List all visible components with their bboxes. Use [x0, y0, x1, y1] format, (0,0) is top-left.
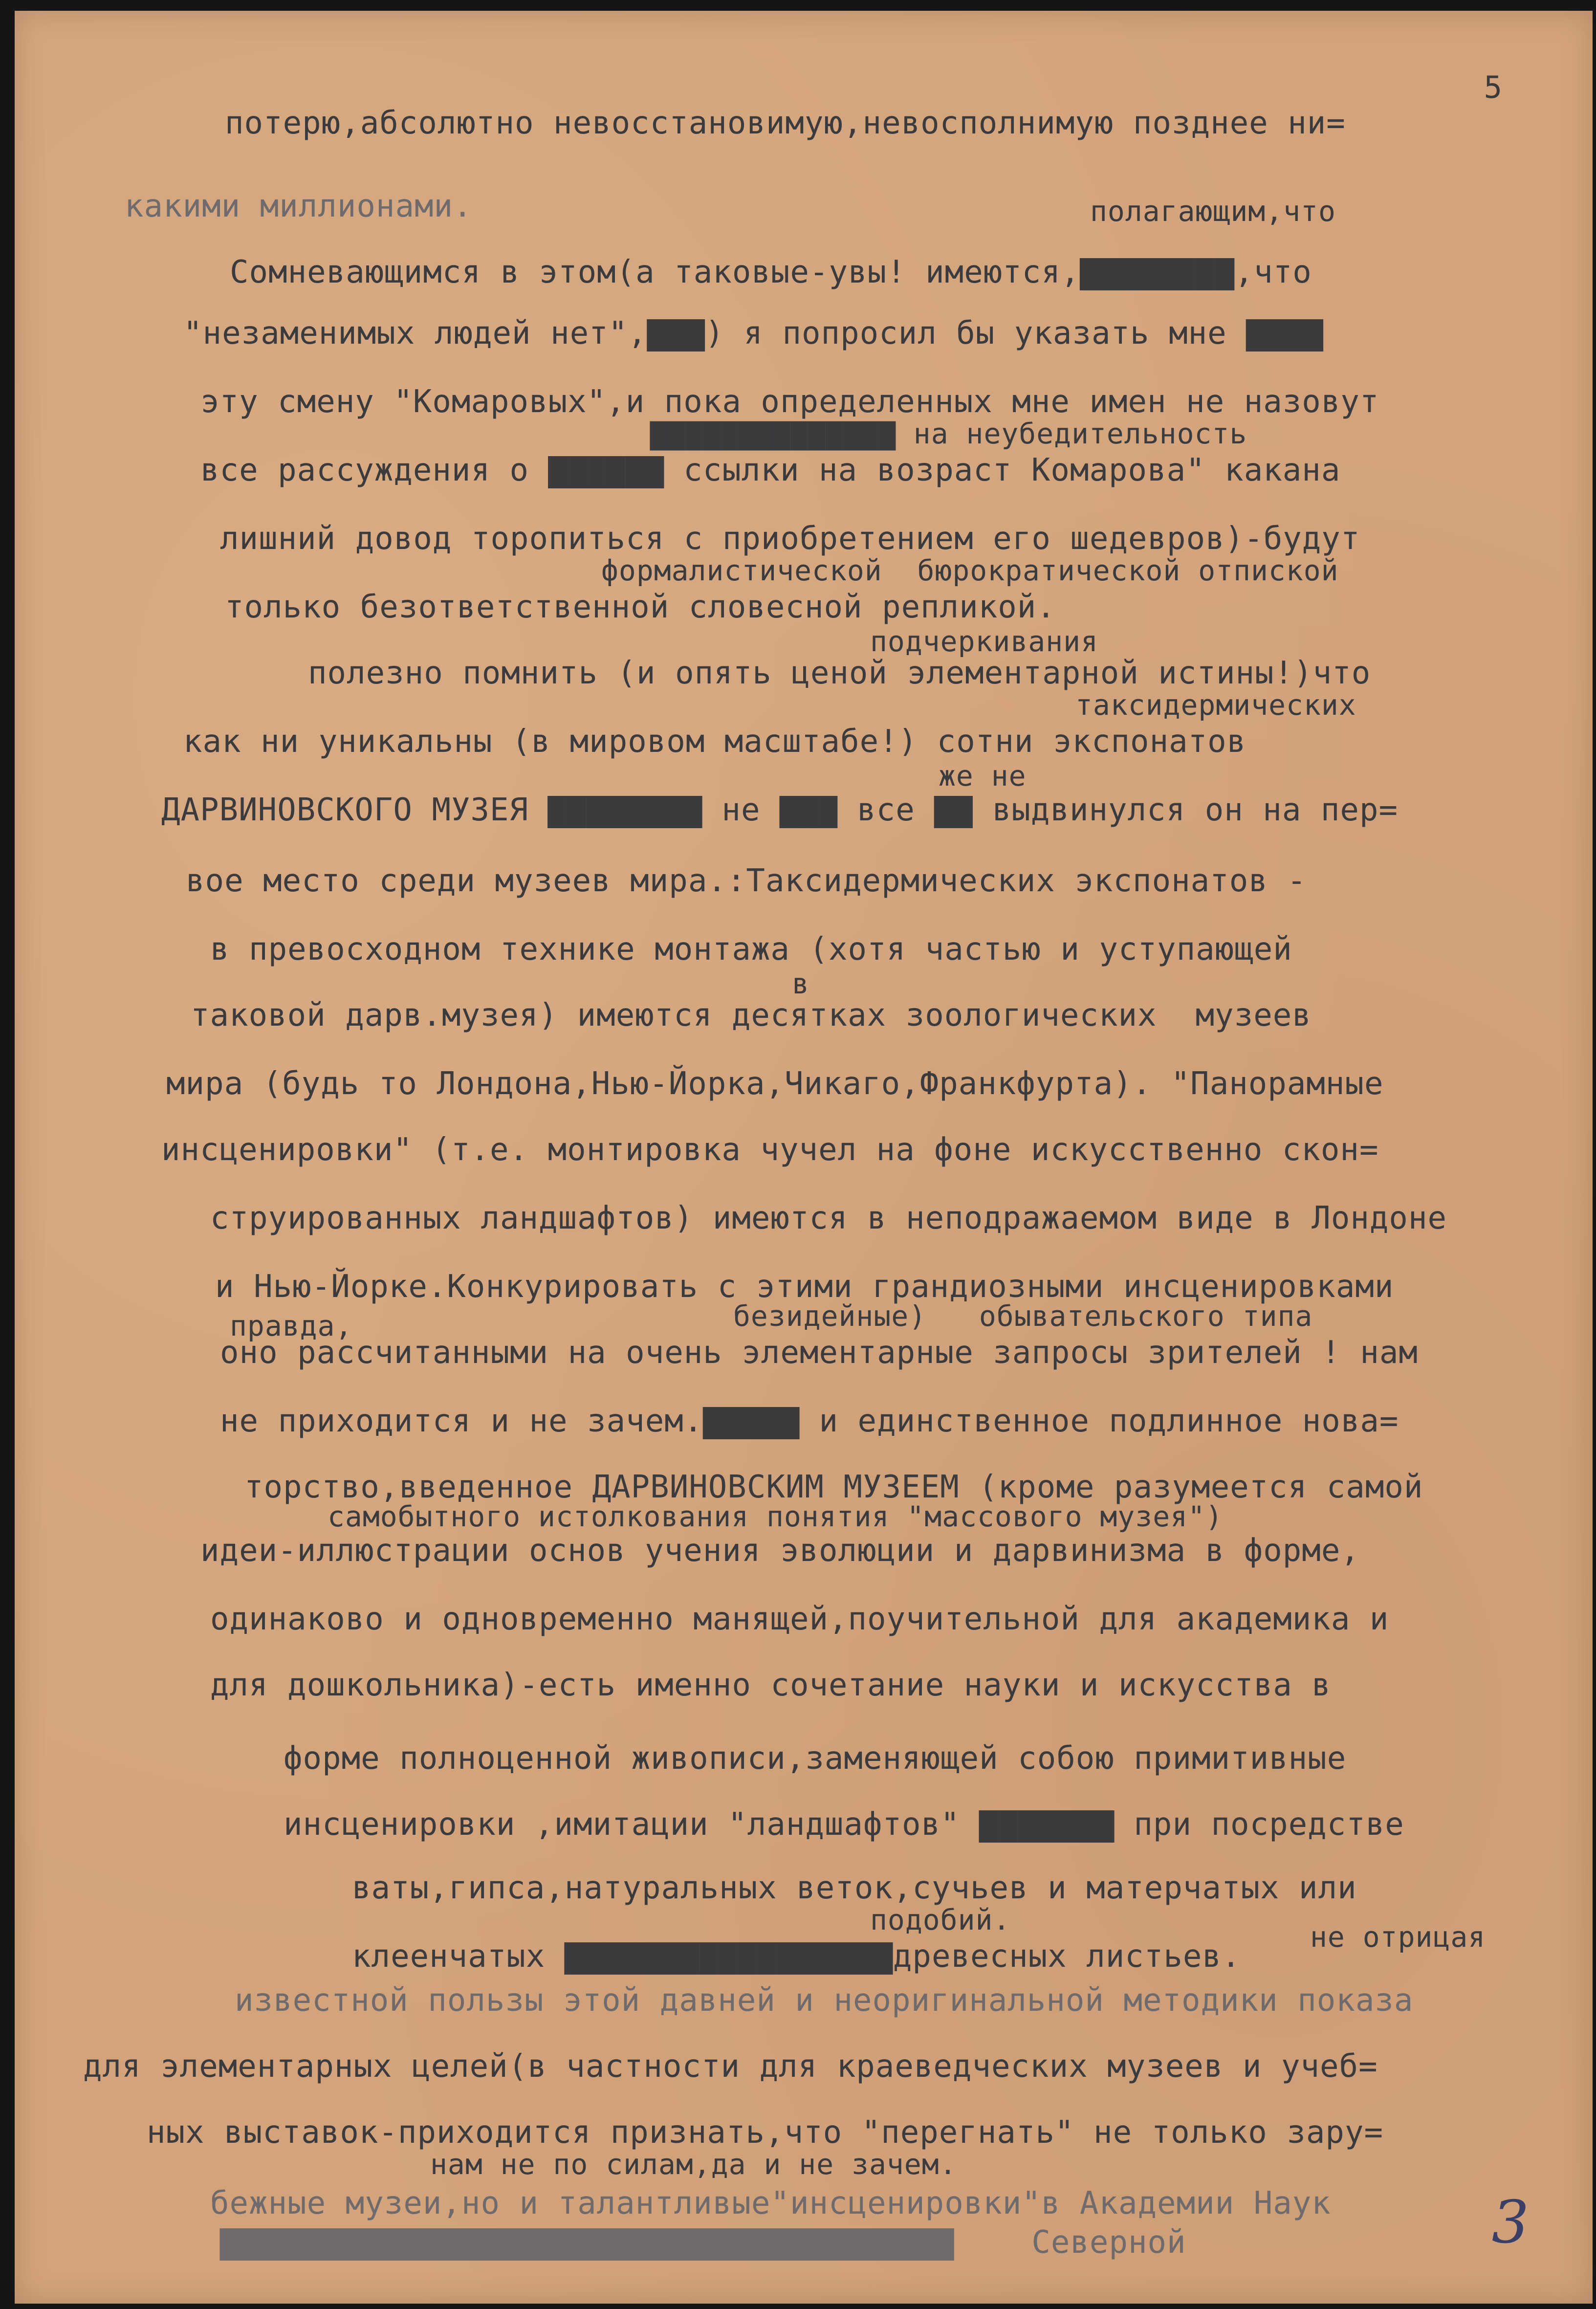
text-line: только безответственной словесной репликой.: [225, 589, 1056, 625]
text-line: инсценировки ,имитации "ландшафтов" ▇▇▇▇▇▇▇ при посредстве: [284, 1806, 1404, 1843]
typed-insertion: в: [792, 967, 809, 1000]
typed-insertion: не отрицая: [1310, 1920, 1486, 1954]
text-line: лишний довод торопиться с приобретением его шедевров)-будут: [220, 521, 1360, 557]
text-line: какими миллионами.: [125, 188, 473, 224]
text-line: для элементарных целей(в частности для краеведческих музеев и учеб=: [83, 2048, 1378, 2085]
text-line: торство,введенное ДАРВИНОВСКИМ МУЗЕЕМ (кроме разумеется самой: [244, 1469, 1423, 1505]
typed-insertion: формалистической бюрократической отпиской: [601, 554, 1339, 587]
text-line: полезно помнить (и опять ценой элементарной истины!)что: [308, 655, 1371, 691]
text-line: клеенчатых ▇▇▇▇▇▇▇▇▇▇▇▇▇▇▇▇▇древесных листьев.: [352, 1938, 1241, 1975]
typed-insertion: самобытного истолкования понятия "массового музея"): [328, 1500, 1223, 1533]
text-line: в превосходном технике монтажа (хотя частью и уступающей: [210, 931, 1292, 968]
text-line: эту смену "Комаровых",и пока определенных мне имен не назовут: [200, 384, 1379, 420]
page-number: 5: [1484, 69, 1502, 105]
text-line: таковой дарв.музея) имеются десятках зоологических музеев: [191, 997, 1312, 1034]
handwritten-insertion: полагающим,что: [1090, 195, 1336, 228]
text-line: как ни уникальны (в мировом масштабе!) сотни экспонатов: [183, 724, 1246, 760]
typed-insertion: подобий.: [870, 1903, 1011, 1936]
typed-insertion: ▇▇▇▇▇▇▇▇▇▇▇▇▇▇ на неубедительность: [650, 417, 1247, 450]
text-line: струированных ландшафтов) имеются в неподражаемом виде в Лондоне: [210, 1200, 1447, 1236]
archive-folio-mark: 3: [1491, 2189, 1529, 2257]
typed-insertion: правда,: [230, 1309, 353, 1342]
typed-insertion: подчеркивания: [870, 625, 1098, 658]
text-line: ▇▇▇▇▇▇▇▇▇▇▇▇▇▇▇▇▇▇▇▇▇▇▇▇▇▇▇▇▇▇▇▇▇▇▇▇▇▇ Северной: [220, 2224, 1186, 2261]
text-line: не приходится и не зачем.▇▇▇▇▇ и единственное подлинное нова=: [220, 1403, 1399, 1439]
text-line: известной пользы этой давней и неоригинальной методики показа: [235, 1982, 1414, 2019]
text-line: ных выставок-приходится признать,что "перегнать" не только зару=: [147, 2114, 1383, 2151]
text-line: инсценировки" (т.е. монтировка чучел на фоне искусственно скон=: [161, 1132, 1379, 1168]
text-line: потерю,абсолютно невосстановимую,невосполнимую позднее ни=: [225, 105, 1346, 141]
typed-insertion: безидейные) обывательского типа: [733, 1299, 1313, 1333]
text-line: ваты,гипса,натуральных веток,сучьев и матерчатых или: [352, 1870, 1357, 1906]
typed-insertion: же не: [939, 759, 1027, 792]
text-line: одинаково и одновременно манящей,поучительной для академика и: [210, 1601, 1389, 1637]
typed-insertion: нам не по силам,да и не зачем.: [430, 2148, 957, 2181]
text-line: и Нью-Йорке.Конкурировать с этими грандиозными инсценировками: [215, 1269, 1394, 1305]
document-page: [15, 11, 1593, 2304]
typed-insertion: таксидермических: [1075, 688, 1356, 722]
text-line: оно рассчитанными на очень элементарные запросы зрителей ! нам: [220, 1335, 1418, 1371]
text-line: ДАРВИНОВСКОГО МУЗЕЯ ▇▇▇▇▇▇▇▇ не ▇▇▇ все ▇▇ выдвинулся он на пер=: [161, 792, 1398, 828]
text-line: вое место среди музеев мира.:Таксидермических экспонатов -: [186, 863, 1307, 899]
text-line: Сомневающимся в этом(а таковые-увы! имеются,▇▇▇▇▇▇▇▇,что: [230, 254, 1312, 290]
text-line: мира (будь то Лондона,Нью-Йорка,Чикаго,Франкфурта). "Панорамные: [166, 1066, 1384, 1102]
text-line: форме полноценной живописи,заменяющей собою примитивные: [284, 1740, 1347, 1777]
text-line: идеи-иллюстрации основ учения эволюции и дарвинизма в форме,: [200, 1533, 1360, 1569]
text-line: бежные музеи,но и талантливые"инсценировки"в Академии Наук: [210, 2185, 1331, 2221]
text-line: "незаменимых людей нет",▇▇▇) я попросил бы указать мне ▇▇▇▇: [183, 315, 1324, 352]
text-line: все рассуждения о ▇▇▇▇▇▇ ссылки на возраст Комарова" какана: [200, 452, 1341, 488]
text-line: для дошкольника)-есть именно сочетание науки и искусства в: [210, 1667, 1331, 1703]
